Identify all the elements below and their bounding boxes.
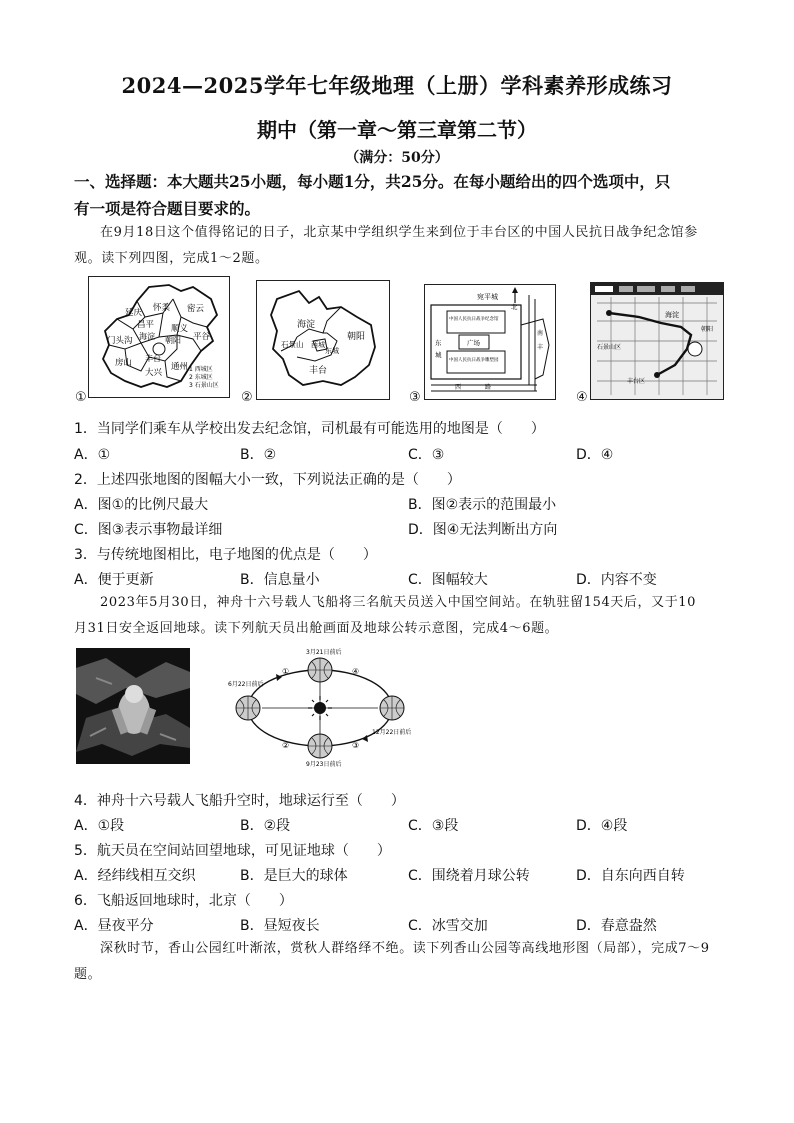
question-6-option-d[interactable]: D．春意盎然: [576, 918, 657, 934]
question-5-option-d[interactable]: D．自东向西自转: [576, 868, 685, 884]
map3-label-cheng: 城: [435, 351, 442, 359]
map3-label-xi: 西: [455, 384, 462, 391]
map1-label-mentougou: 门头沟: [107, 336, 133, 346]
map1-label-fangshan: 房山: [115, 358, 133, 368]
map4-label-fengtai: 丰台区: [627, 378, 646, 385]
question-1-option-b[interactable]: B．②: [240, 447, 277, 463]
orbit-segment-1: ①: [282, 667, 290, 676]
map-3-number: ③: [409, 390, 421, 405]
intro-passage-1: 在9月18日这个值得铭记的日子，北京某中学组织学生来到位于丰台区的中国人民抗日战争纪念馆参 观。读下列四图，完成1～2题。: [74, 225, 698, 266]
map-1-beijing-districts: [88, 276, 230, 398]
astronaut-spacewalk-photo: [76, 648, 190, 764]
question-1-stem: 1．当同学们乘车从学校出发去纪念馆，司机最有可能选用的地图是（ ）: [74, 421, 545, 437]
question-6-stem: 6．飞船返回地球时，北京（ ）: [74, 893, 293, 909]
question-4-option-c[interactable]: C．③段: [408, 818, 459, 834]
map1-label-pinggu: 平谷: [193, 332, 211, 342]
question-2-stem: 2．上述四张地图的图幅大小一致，下列说法正确的是（ ）: [74, 472, 461, 488]
map1-legend-3: 3 石景山区: [189, 382, 219, 389]
question-5-option-a[interactable]: A．经纬线相互交织: [74, 868, 196, 884]
question-4-option-d[interactable]: D．④段: [576, 818, 628, 834]
map1-label-shunyi: 顺义: [171, 324, 189, 334]
question-2-option-a[interactable]: A．图①的比例尺最大: [74, 497, 209, 513]
question-2-option-c[interactable]: C．图③表示事物最详细: [74, 522, 223, 538]
question-6-option-b[interactable]: B．昼短夜长: [240, 918, 320, 934]
map2-label-dongcheng: 东城: [325, 347, 339, 355]
map3-label-sculpture-park: 中国人民抗日战争雕塑园: [449, 358, 499, 363]
section-heading: 一、选择题：本大题共25小题，每小题1分，共25分。在每小题给出的四个选项中，只 有一项是符合题目要求的。: [74, 172, 671, 218]
map1-legend-2: 2 东城区: [189, 374, 213, 381]
question-3-option-c[interactable]: C．图幅较大: [408, 572, 488, 588]
map1-label-yanqing: 延庆: [125, 308, 143, 318]
map3-label-feng: 丰: [537, 344, 544, 351]
page-subtitle: 期中（第一章～第三章第二节）: [257, 118, 537, 142]
map4-label-chaoyang: 朝阳: [701, 326, 714, 333]
map3-label-nan: 南: [537, 330, 544, 337]
earth-revolution-diagram: [222, 648, 418, 768]
map-4-graphic: [591, 283, 723, 399]
question-2-option-b[interactable]: B．图②表示的范围最小: [408, 497, 557, 513]
question-5-stem: 5．航天员在空间站回望地球，可见证地球（ ）: [74, 843, 391, 859]
map-2-urban-districts: [256, 280, 390, 400]
map-3-graphic: [425, 285, 555, 399]
map1-label-tongzhou: 通州: [171, 362, 189, 372]
question-6-option-a[interactable]: A．昼夜平分: [74, 918, 154, 934]
orbit-date-march: 3月21日前后: [306, 649, 342, 656]
intro-passage-3: 深秋时节，香山公园红叶渐浓，赏秋人群络绎不绝。读下列香山公园等高线地形图（局部），完成7～9 题。: [74, 941, 710, 982]
map-2-graphic: [257, 281, 389, 399]
question-1-option-a[interactable]: A．①: [74, 447, 111, 463]
question-6-option-c[interactable]: C．冰雪交加: [408, 918, 488, 934]
orbit-segment-2: ②: [282, 741, 290, 750]
map1-legend-1: 1 西城区: [189, 366, 213, 373]
map-2-number: ②: [241, 390, 253, 405]
map-1-number: ①: [75, 390, 87, 405]
map2-label-fengtai: 丰台: [309, 366, 328, 376]
map1-label-daxing: 大兴: [145, 368, 163, 378]
question-4-option-b[interactable]: B．②段: [240, 818, 291, 834]
map2-label-chaoyang: 朝阳: [347, 332, 366, 342]
map3-label-wanping: 宛平城: [477, 293, 498, 301]
orbit-graphic: [222, 648, 418, 768]
page-title: 2024—2025学年七年级地理（上册）学科素养形成练习: [121, 73, 673, 98]
question-1-option-d[interactable]: D．④: [576, 447, 614, 463]
map-3-memorial-plan: [424, 284, 556, 400]
question-4-stem: 4．神舟十六号载人飞船升空时，地球运行至（ ）: [74, 793, 405, 809]
question-3-option-a[interactable]: A．便于更新: [74, 572, 154, 588]
map2-label-haidian: 海淀: [297, 320, 316, 330]
map1-label-chaoyang: 朝阳: [165, 336, 181, 345]
intro-passage-2: 2023年5月30日，神舟十六号载人飞船将三名航天员送入中国空间站。在轨驻留154天后，又于10 月31日安全返回地球。读下列航天员出舱画面及地球公转示意图，完成4～6题。: [74, 595, 697, 636]
map1-label-haidian: 海淀: [139, 332, 155, 341]
orbit-segment-3: ③: [352, 741, 360, 750]
orbit-date-june: 6月22日前后: [228, 681, 264, 688]
map2-label-shijingshan: 石景山: [281, 340, 304, 349]
map4-label-shijingshan: 石景山区: [597, 344, 622, 351]
map2-label-xicheng: 西城: [311, 341, 325, 349]
question-3-option-b[interactable]: B．信息量小: [240, 572, 320, 588]
sun-icon: [308, 696, 332, 720]
map4-label-haidian: 海淀: [665, 311, 679, 319]
orbit-segment-4: ④: [352, 667, 360, 676]
question-3-option-d[interactable]: D．内容不变: [576, 572, 657, 588]
score-note: （满分：50分）: [345, 150, 449, 166]
map-1-graphic: [89, 277, 229, 397]
question-5-option-c[interactable]: C．围绕着月球公转: [408, 868, 530, 884]
map3-label-memorial: 中国人民抗日战争纪念馆: [449, 317, 499, 322]
question-1-option-c[interactable]: C．③: [408, 447, 445, 463]
map1-label-changping: 昌平: [137, 320, 155, 330]
question-4-option-a[interactable]: A．①段: [74, 818, 125, 834]
orbit-date-december: 12月22日前后: [372, 729, 412, 736]
map-4-number: ④: [576, 390, 588, 405]
map-4-electronic-map: [590, 282, 724, 400]
orbit-date-september: 9月23日前后: [306, 761, 342, 768]
map3-label-dong: 东: [435, 339, 442, 347]
question-3-stem: 3．与传统地图相比，电子地图的优点是（ ）: [74, 547, 377, 563]
map1-label-huairou: 怀柔: [153, 303, 171, 313]
question-2-option-d[interactable]: D．图④无法判断出方向: [408, 522, 558, 538]
map3-label-north: 北: [511, 303, 518, 311]
question-5-option-b[interactable]: B．是巨大的球体: [240, 868, 348, 884]
map1-label-fengtai: 丰台: [145, 354, 161, 363]
map3-label-square: 广场: [467, 339, 480, 347]
map3-label-lu: 路: [485, 384, 492, 391]
map1-label-miyun: 密云: [187, 304, 205, 314]
astronaut-photo-graphic: [76, 648, 190, 764]
